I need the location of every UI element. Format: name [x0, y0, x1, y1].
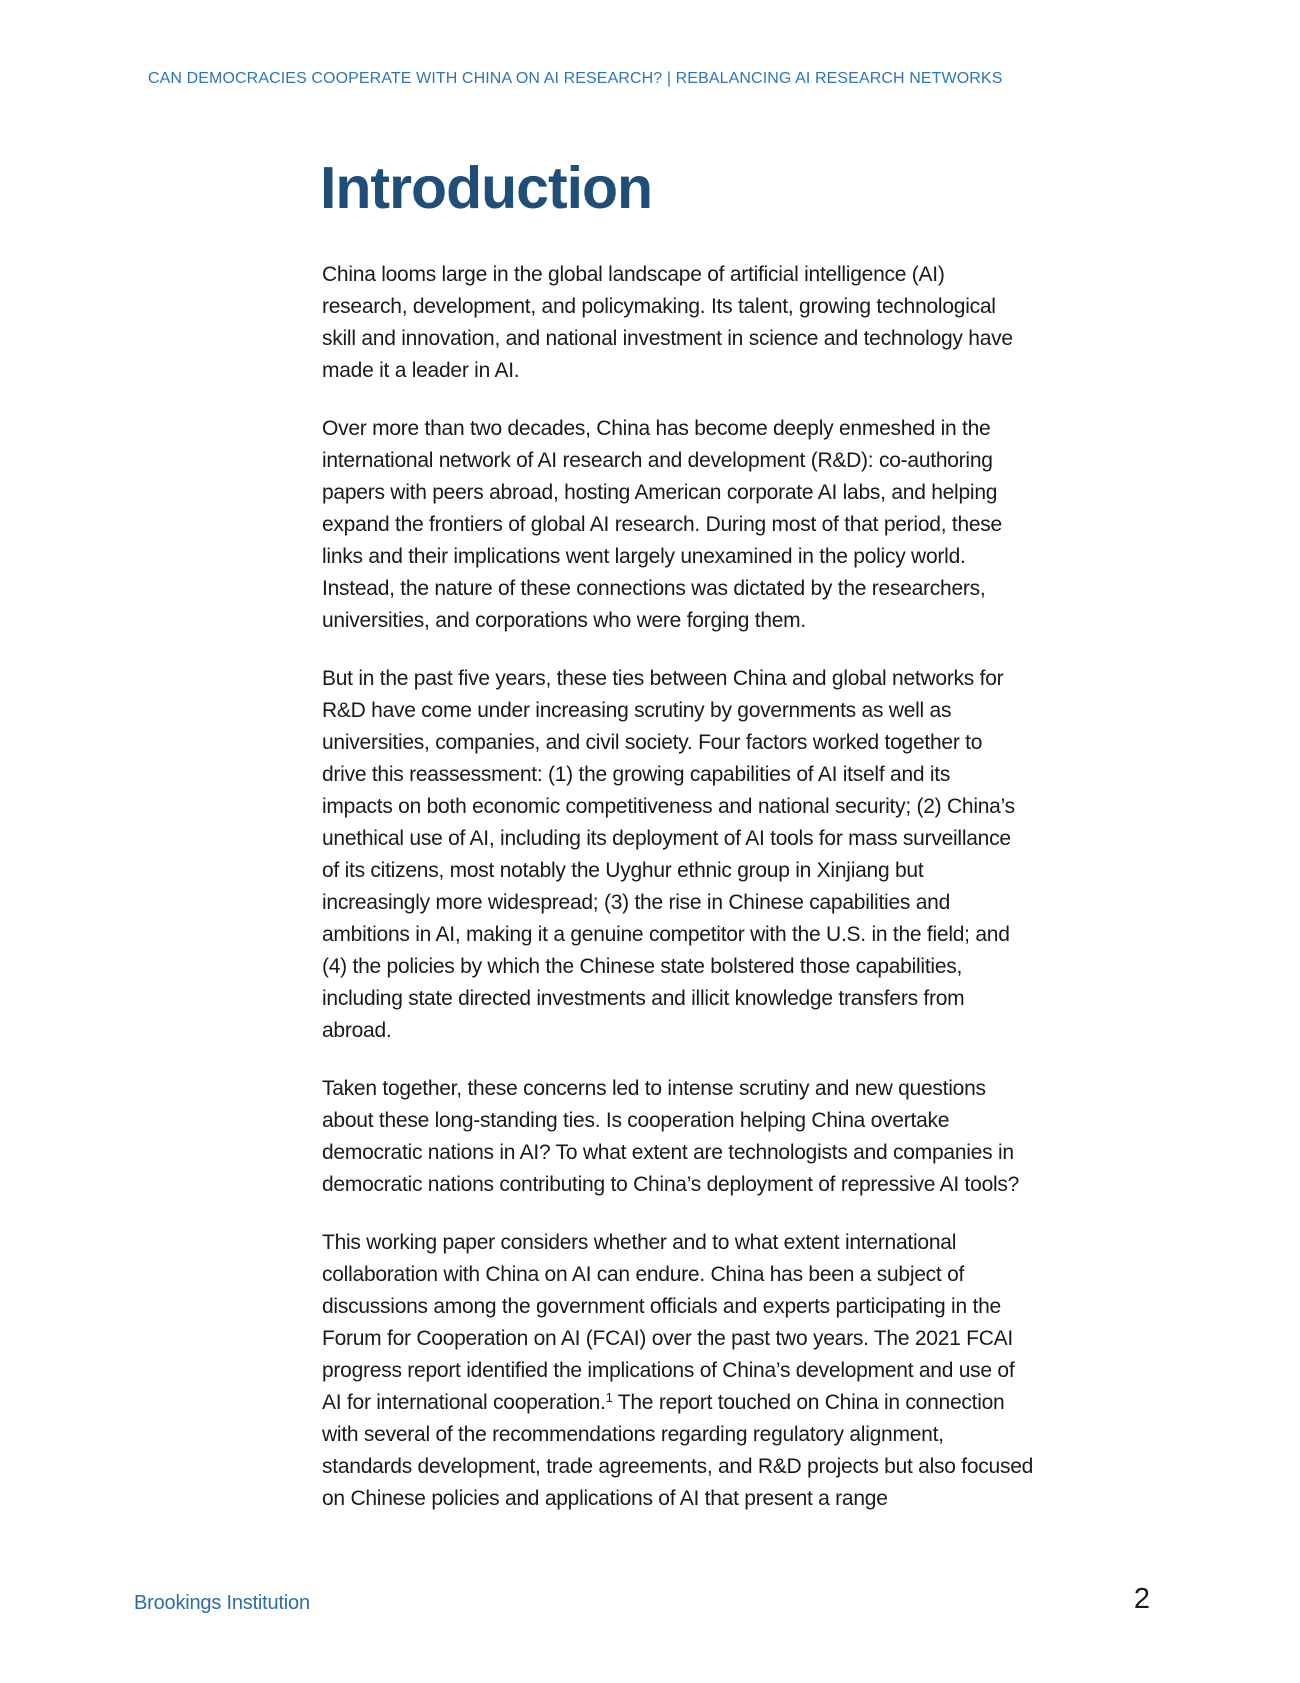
text-run: papers with peers abroad, hosting American corporate AI labs, and helping — [322, 481, 998, 504]
text-run: impacts on both economic competitiveness and national security; (2) China’s — [322, 795, 1015, 818]
running-header: CAN DEMOCRACIES COOPERATE WITH CHINA ON AI RESEARCH? | REBALANCING AI RESEARCH NETWORKS — [148, 70, 1003, 87]
text-line — [322, 1015, 1097, 1047]
text-line — [322, 695, 1097, 727]
text-line — [322, 983, 1097, 1015]
text-line — [322, 509, 1097, 541]
footer-organization: Brookings Institution — [134, 1592, 310, 1614]
text-run: Taken together, these concerns led to intense scrutiny and new questions — [322, 1077, 986, 1100]
text-run: progress report identified the implications of China’s development and use of — [322, 1359, 1015, 1382]
text-run: China looms large in the global landscape of artificial intelligence (AI) — [322, 263, 945, 286]
text-line — [322, 605, 1097, 637]
text-line — [322, 541, 1097, 573]
paragraph — [322, 1073, 1097, 1201]
text-run: universities, and corporations who were forging them. — [322, 609, 807, 632]
text-line — [322, 1387, 1097, 1419]
text-line — [322, 951, 1097, 983]
text-run: standards development, trade agreements, and R&D projects but also focused — [322, 1455, 1034, 1478]
text-run: This working paper considers whether and to what extent international — [322, 1231, 957, 1254]
text-line — [322, 291, 1097, 323]
text-line — [322, 573, 1097, 605]
text-run: made it a leader in AI. — [322, 359, 520, 382]
paragraph — [322, 1227, 1097, 1515]
paragraph — [322, 663, 1097, 1047]
text-run: research, development, and policymaking. Its talent, growing technological — [322, 295, 996, 318]
text-run: on Chinese policies and applications of AI that present a range — [322, 1487, 888, 1510]
paragraph — [322, 259, 1097, 387]
text-line — [322, 823, 1097, 855]
text-run: unethical use of AI, including its deployment of AI tools for mass surveillance — [322, 827, 1011, 850]
text-line — [322, 759, 1097, 791]
text-line — [322, 1227, 1097, 1259]
text-line — [322, 323, 1097, 355]
text-line — [322, 1259, 1097, 1291]
text-run: of its citizens, most notably the Uyghur ethnic group in Xinjiang but — [322, 859, 924, 882]
text-run: Forum for Cooperation on AI (FCAI) over the past two years. The 2021 FCAI — [322, 1327, 1014, 1350]
body-paragraphs — [322, 259, 1097, 1541]
text-run: collaboration with China on AI can endure. China has been a subject of — [322, 1263, 965, 1286]
text-line — [322, 1419, 1097, 1451]
text-run: abroad. — [322, 1019, 392, 1042]
text-line — [322, 727, 1097, 759]
text-line — [322, 413, 1097, 445]
text-line — [322, 1169, 1097, 1201]
text-run: increasingly more widespread; (3) the rise in Chinese capabilities and — [322, 891, 950, 914]
text-run: expand the frontiers of global AI research. During most of that period, these — [322, 513, 1002, 536]
section-title: Introduction — [320, 155, 653, 221]
paragraph — [322, 413, 1097, 637]
text-line — [322, 1073, 1097, 1105]
text-line — [322, 477, 1097, 509]
text-line — [322, 887, 1097, 919]
text-line — [322, 1323, 1097, 1355]
text-line — [322, 791, 1097, 823]
text-run: AI for international cooperation. — [322, 1391, 606, 1414]
text-line — [322, 1105, 1097, 1137]
text-line — [322, 663, 1097, 695]
text-line — [322, 1291, 1097, 1323]
text-run: Over more than two decades, China has become deeply enmeshed in the — [322, 417, 991, 440]
text-run: ambitions in AI, making it a genuine competitor with the U.S. in the field; and — [322, 923, 1010, 946]
text-run: But in the past five years, these ties between China and global networks for — [322, 667, 1004, 690]
text-run: with several of the recommendations regarding regulatory alignment, — [322, 1423, 944, 1446]
text-run: universities, companies, and civil society. Four factors worked together to — [322, 731, 983, 754]
text-run: links and their implications went largely unexamined in the policy world. — [322, 545, 966, 568]
footnote-reference[interactable]: 1 — [605, 1390, 613, 1405]
text-run: democratic nations contributing to China’s deployment of repressive AI tools? — [322, 1173, 1020, 1196]
text-line — [322, 445, 1097, 477]
text-run: democratic nations in AI? To what extent are technologists and companies in — [322, 1141, 1014, 1164]
text-run: about these long-standing ties. Is cooperation helping China overtake — [322, 1109, 950, 1132]
text-run: including state directed investments and illicit knowledge transfers from — [322, 987, 965, 1010]
text-line — [322, 1451, 1097, 1483]
text-line — [322, 1483, 1097, 1515]
text-line — [322, 259, 1097, 291]
text-run: Instead, the nature of these connections was dictated by the researchers, — [322, 577, 986, 600]
text-line — [322, 919, 1097, 951]
text-run: international network of AI research and development (R&D): co-authoring — [322, 449, 993, 472]
text-line — [322, 1355, 1097, 1387]
text-line — [322, 1137, 1097, 1169]
text-run: discussions among the government officials and experts participating in the — [322, 1295, 1001, 1318]
text-run: drive this reassessment: (1) the growing capabilities of AI itself and its — [322, 763, 951, 786]
text-run: The report touched on China in connection — [612, 1391, 1005, 1414]
text-run: R&D have come under increasing scrutiny by governments as well as — [322, 699, 952, 722]
text-line — [322, 355, 1097, 387]
text-run: (4) the policies by which the Chinese state bolstered those capabilities, — [322, 955, 963, 978]
page-number: 2 — [1133, 1583, 1150, 1615]
text-run: skill and innovation, and national investment in science and technology have — [322, 327, 1013, 350]
text-line — [322, 855, 1097, 887]
